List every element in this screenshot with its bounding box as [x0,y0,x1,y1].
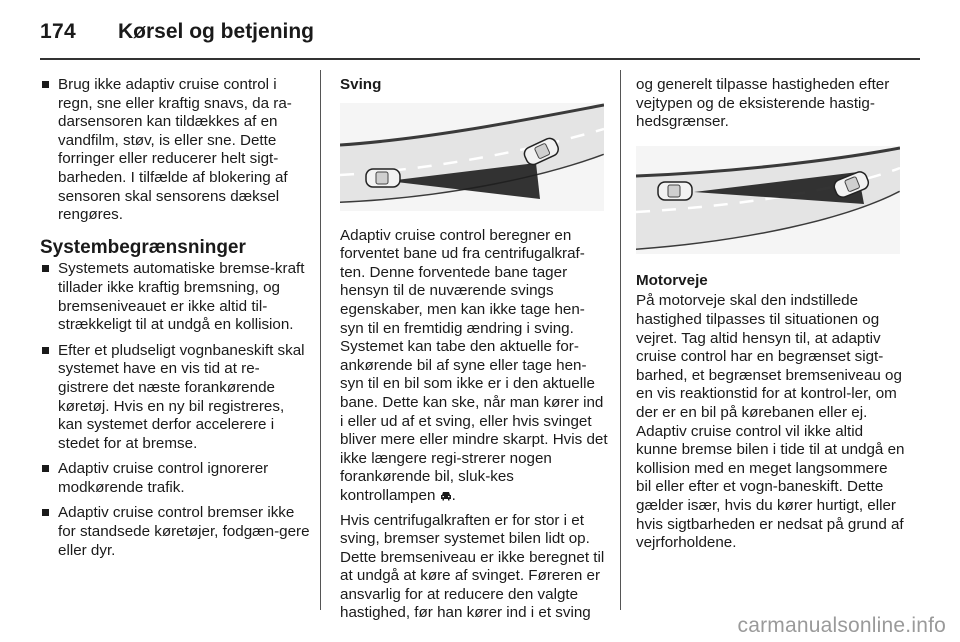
intro-bullet: Brug ikke adaptiv cruise control i regn, sne eller kraftig snavs, da ra-darsensoren kan tildækkes af en vandfilm, støv, is eller sne. Dette forringer eller reducerer helt sigt-barheden. I tilfælde af blokering af sensoren skal sensorens dæksel rengøres. [40,76,310,225]
list-item: Adaptiv cruise control bremser ikke for standsede køretøjer, fodgæn-gere eller dyr. [40,504,310,560]
column-2 [340,76,608,629]
own-car-icon [366,169,400,187]
paragraph-curve-1: Adaptiv cruise control beregner en forventet bane ud fra centrifugalkraf-ten. Denne forventede bane tager hensyn til de nuværende svings egenskaber, men kan ikke tage hen-syn til en fremtidig ændring i sving. Systemet kan tabe den aktuelle for-ankørende bil af syne eller tage hen-syn til en bil som ikke er i den aktuelle bane. Dette kan ske, når man kører ind i eller ud af et sving, eller hvis svinget bliver mere eller mindre skarpt. Hvis det ikke længere regi-strerer nogen forankørende bil, sluk-kes kontrollampen . [340,226,608,504]
column-divider-2 [620,70,621,610]
curve-illustration [340,103,604,211]
paragraph-continued: og generelt tilpasse hastigheden efter vejtypen og de eksisterende hastig-hedsgrænser. [636,76,890,131]
highway-illustration [636,146,900,254]
list-item: Efter et pludseligt vognbaneskift skal systemet have en vis tid at re-gistrere det næste forankørende køretøj. Hvis en ny bil registreres, kan systemet derfor accelerere i stedet for at bremse. [40,342,310,454]
car-front-icon [440,491,452,501]
list-item: Systemets automatiske bremse-kraft tillader ikke kraftig bremsning, og bremseniveauet er ikke altid til-strækkeligt til at undgå en kollision. [40,260,310,334]
paragraph-highway: På motorveje skal den indstillede hastighed tilpasses til situationen og vejret. Tag altid hensyn til, at adaptiv cruise control har en begrænset sigt-barhed, et begrænset bremseniveau og en vis reaktionstid for at kontrol-ler, om der er en bil på kørebanen eller ej. Adaptiv cruise control vil ikke altid kunne bremse bilen i tide til at undgå en kollision med en meget langsommere bil eller efter et vogn-baneskift. Dette gælder især, hvis du kører hurtigt, eller hvis sigtbarheden er nedsat på grund af vejrforholdene. [636,292,905,552]
column-1 [40,76,310,567]
intro-bullet-list [40,76,310,225]
page-number: 174 [40,20,76,43]
column-3 [636,76,906,559]
own-car-icon [658,182,692,200]
column-divider-1 [320,70,321,610]
subheading-system-limits: Systembegrænsninger [40,236,246,258]
list-item: Adaptiv cruise control ignorerer modkørende trafik. [40,460,310,497]
heading-sving: Sving [340,76,382,93]
header-rule [40,58,920,60]
paragraph-curve-2: Hvis centrifugalkraften er for stor i et sving, bremser systemet bilen lidt op. Dette bremseniveau er ikke beregnet til at undgå at køre af svinget. Føreren er ansvarlig for at reducere den valgte hastighed, før han kører ind i et sving [340,511,605,622]
highway-road-drawing [636,146,900,254]
watermark: carmanualsonline.info [737,614,946,637]
page-header [40,14,920,54]
section-title: Kørsel og betjening [118,20,315,43]
curve-road-drawing [340,103,604,211]
limits-bullet-list [40,260,310,560]
heading-motorveje: Motorveje [636,271,708,289]
